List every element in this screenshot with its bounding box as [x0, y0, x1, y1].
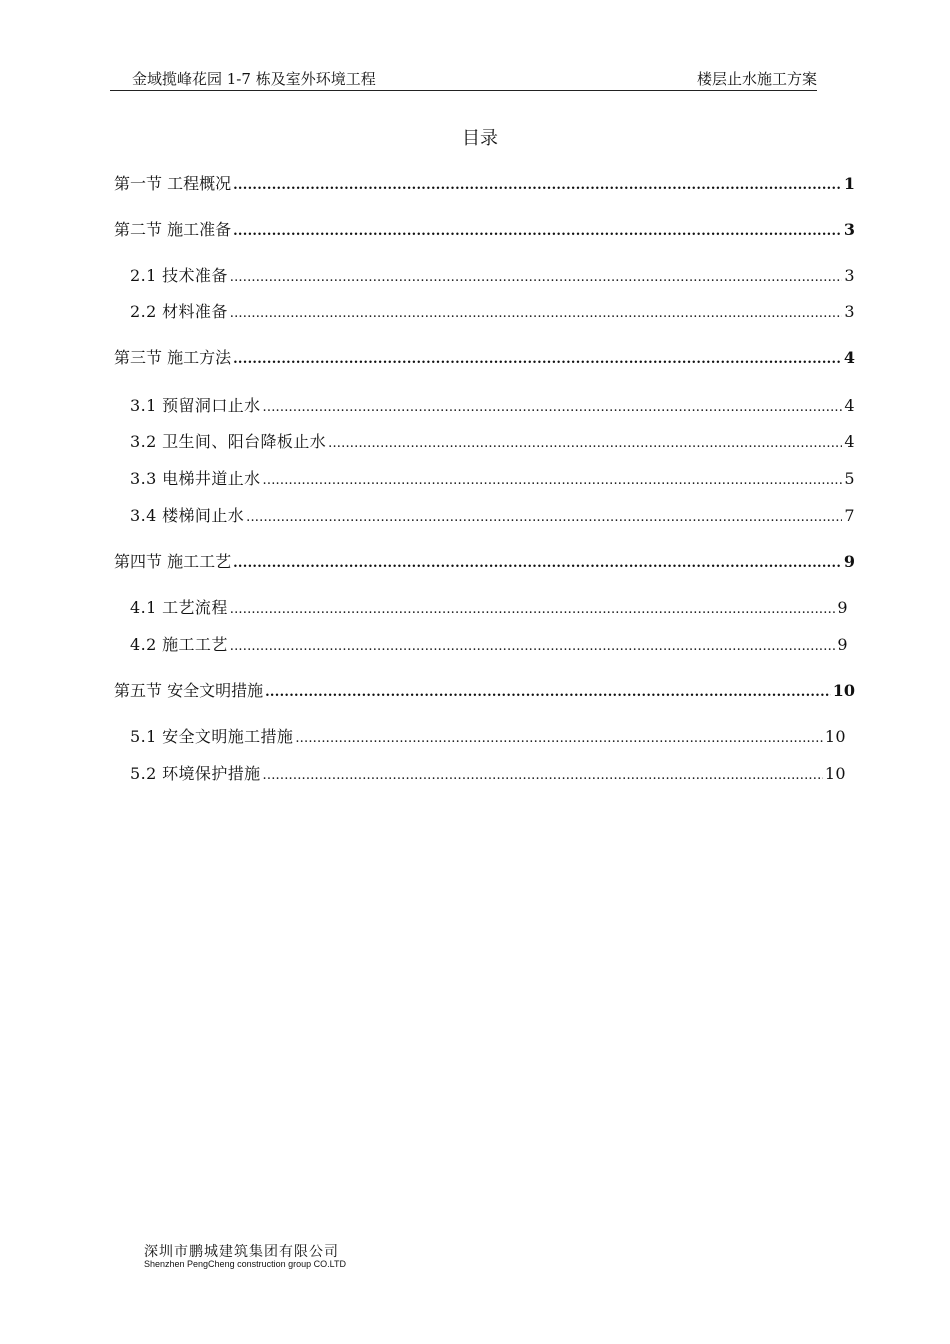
toc-entry-4-1[interactable]: [130, 595, 848, 618]
toc-entry-page: 9: [837, 635, 848, 654]
page-header: [110, 68, 817, 91]
toc-entry-4-2[interactable]: [130, 632, 848, 655]
toc-entry-section-3[interactable]: [114, 345, 855, 368]
toc-entry-label: 第二节 施工准备: [114, 220, 232, 239]
toc-leader-dots: [263, 469, 843, 488]
toc-entry-label: 5.2 环境保护措施: [130, 764, 261, 783]
header-document-title: 楼层止水施工方案: [696, 70, 817, 88]
toc-entry-page: 3: [844, 302, 855, 321]
toc-leader-dots: [263, 396, 843, 415]
toc-entry-2-1[interactable]: [130, 263, 855, 286]
toc-entry-label: 3.4 楼梯间止水: [130, 506, 245, 525]
toc-entry-page: 9: [837, 598, 848, 617]
toc-entry-section-1[interactable]: [114, 171, 855, 194]
toc-leader-dots: [233, 552, 842, 571]
toc-title: 目录: [462, 128, 498, 149]
toc-leader-dots: [295, 727, 822, 746]
toc-leader-dots: [233, 220, 842, 239]
toc-leader-dots: [230, 302, 843, 321]
toc-entry-label: 2.2 材料准备: [130, 302, 228, 321]
header-project-title: 金域揽峰花园 1-7 栋及室外环境工程: [132, 70, 376, 88]
toc-entry-label: 3.3 电梯井道止水: [130, 469, 261, 488]
toc-entry-label: 第三节 施工方法: [114, 348, 232, 367]
toc-entry-3-3[interactable]: [130, 466, 855, 489]
toc-entry-page: 10: [824, 764, 846, 783]
toc-entry-page: 4: [844, 396, 855, 415]
toc-entry-section-5[interactable]: [114, 678, 855, 701]
toc-entry-label: 5.1 安全文明施工措施: [130, 727, 294, 746]
toc-leader-dots: [263, 764, 823, 783]
toc-entry-section-4[interactable]: [114, 549, 855, 572]
toc-entry-5-1[interactable]: [130, 724, 846, 747]
toc-entry-label: 3.1 预留洞口止水: [130, 396, 261, 415]
toc-leader-dots: [230, 635, 836, 654]
toc-entry-label: 2.1 技术准备: [130, 266, 228, 285]
toc-entry-page: 3: [843, 220, 855, 239]
toc-entry-3-1[interactable]: [130, 393, 855, 416]
toc-entry-page: 10: [832, 681, 855, 700]
toc-entry-label: 第四节 施工工艺: [114, 552, 232, 571]
toc-entry-page: 3: [844, 266, 855, 285]
toc-leader-dots: [230, 598, 836, 617]
toc-entry-label: 4.1 工艺流程: [130, 598, 228, 617]
toc-leader-dots: [328, 432, 842, 451]
toc-leader-dots: [265, 681, 831, 700]
toc-entry-page: 7: [844, 506, 855, 525]
toc-entry-3-4[interactable]: [130, 503, 855, 526]
toc-leader-dots: [246, 506, 842, 525]
toc-entry-label: 第一节 工程概况: [114, 174, 232, 193]
toc-entry-5-2[interactable]: [130, 761, 846, 784]
toc-entry-page: 4: [844, 432, 855, 451]
footer-company-name-cn: 深圳市鹏城建筑集团有限公司: [144, 1244, 339, 1260]
toc-entry-section-2[interactable]: [114, 217, 855, 240]
toc-leader-dots: [233, 174, 842, 193]
toc-entry-page: 9: [843, 552, 855, 571]
toc-entry-2-2[interactable]: [130, 299, 855, 322]
toc-entry-page: 10: [824, 727, 846, 746]
toc-entry-page: 5: [844, 469, 855, 488]
toc-entry-label: 第五节 安全文明措施: [114, 681, 264, 700]
toc-leader-dots: [233, 348, 842, 367]
toc-entry-label: 3.2 卫生间、阳台降板止水: [130, 432, 327, 451]
footer-company-name-en: Shenzhen PengCheng construction group CO.LTD: [144, 1259, 346, 1269]
toc-entry-page: 4: [843, 348, 855, 367]
toc-entry-label: 4.2 施工工艺: [130, 635, 228, 654]
toc-leader-dots: [230, 266, 843, 285]
toc-entry-3-2[interactable]: [130, 429, 855, 452]
toc-entry-page: 1: [843, 174, 855, 193]
